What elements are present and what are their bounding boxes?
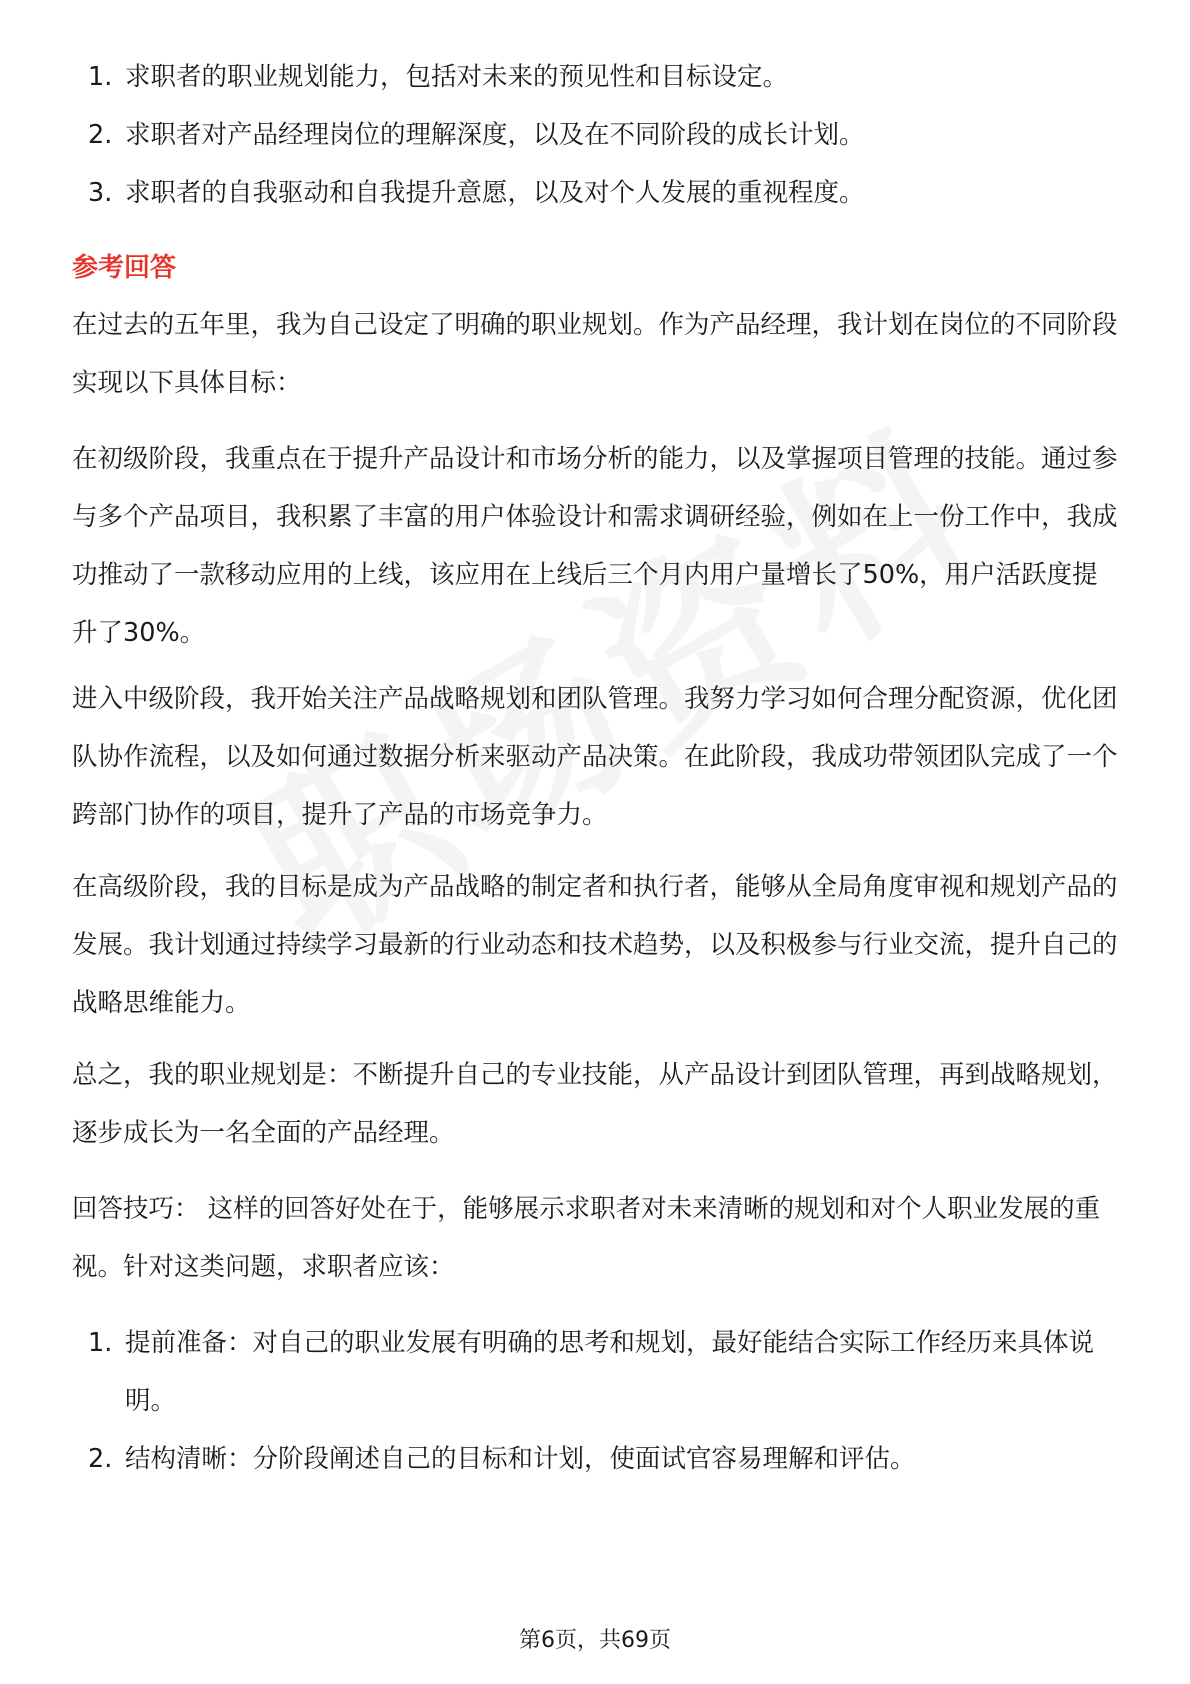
list-number: 1. <box>88 1328 113 1358</box>
list-item <box>70 106 1120 164</box>
section-heading: 参考回答 <box>72 253 177 283</box>
paragraph-tips: 回答技巧： 这样的回答好处在于，能够展示求职者对未来清晰的规划和对个人职业发展的重视。针对这类问题，求职者应该： <box>72 1194 1101 1282</box>
list-item <box>70 164 1120 222</box>
paragraph-junior-stage: 在初级阶段，我重点在于提升产品设计和市场分析的能力，以及掌握项目管理的技能。通过参与多个产品项目，我积累了丰富的用户体验设计和需求调研经验，例如在上一份工作中，我成功推动了一款移动应用的上线，该应用在上线后三个月内用户量增长了50%，用户活跃度提升了30%。 <box>72 444 1118 648</box>
paragraph-summary: 总之，我的职业规划是：不断提升自己的专业技能，从产品设计到团队管理，再到战略规划，逐步成长为一名全面的产品经理。 <box>72 1060 1118 1148</box>
list-number: 1. <box>88 62 113 92</box>
list-text: 结构清晰：分阶段阐述自己的目标和计划，使面试官容易理解和评估。 <box>125 1444 916 1474</box>
evaluation-points-list <box>70 48 1120 222</box>
list-number: 3. <box>88 178 113 208</box>
list-number: 2. <box>88 1444 113 1474</box>
list-item <box>70 1430 1120 1488</box>
list-text: 求职者的自我驱动和自我提升意愿，以及对个人发展的重视程度。 <box>125 178 865 208</box>
list-number: 2. <box>88 120 113 150</box>
list-text: 提前准备：对自己的职业发展有明确的思考和规划，最好能结合实际工作经历来具体说明。 <box>125 1328 1095 1416</box>
page-footer: 第6页，共69页 <box>519 1628 671 1653</box>
list-text: 求职者对产品经理岗位的理解深度，以及在不同阶段的成长计划。 <box>125 120 865 150</box>
list-item <box>70 48 1120 106</box>
paragraph-intro: 在过去的五年里，我为自己设定了明确的职业规划。作为产品经理，我计划在岗位的不同阶段实现以下具体目标： <box>72 310 1118 398</box>
list-item <box>70 1314 1120 1430</box>
paragraph-senior-stage: 在高级阶段，我的目标是成为产品战略的制定者和执行者，能够从全局角度审视和规划产品的发展。我计划通过持续学习最新的行业动态和技术趋势，以及积极参与行业交流，提升自己的战略思维能力。 <box>72 872 1118 1018</box>
list-text: 求职者的职业规划能力，包括对未来的预见性和目标设定。 <box>125 62 789 92</box>
tips-list <box>70 1314 1120 1488</box>
paragraph-middle-stage: 进入中级阶段，我开始关注产品战略规划和团队管理。我努力学习如何合理分配资源，优化团队协作流程，以及如何通过数据分析来驱动产品决策。在此阶段，我成功带领团队完成了一个跨部门协作的项目，提升了产品的市场竞争力。 <box>72 684 1118 830</box>
